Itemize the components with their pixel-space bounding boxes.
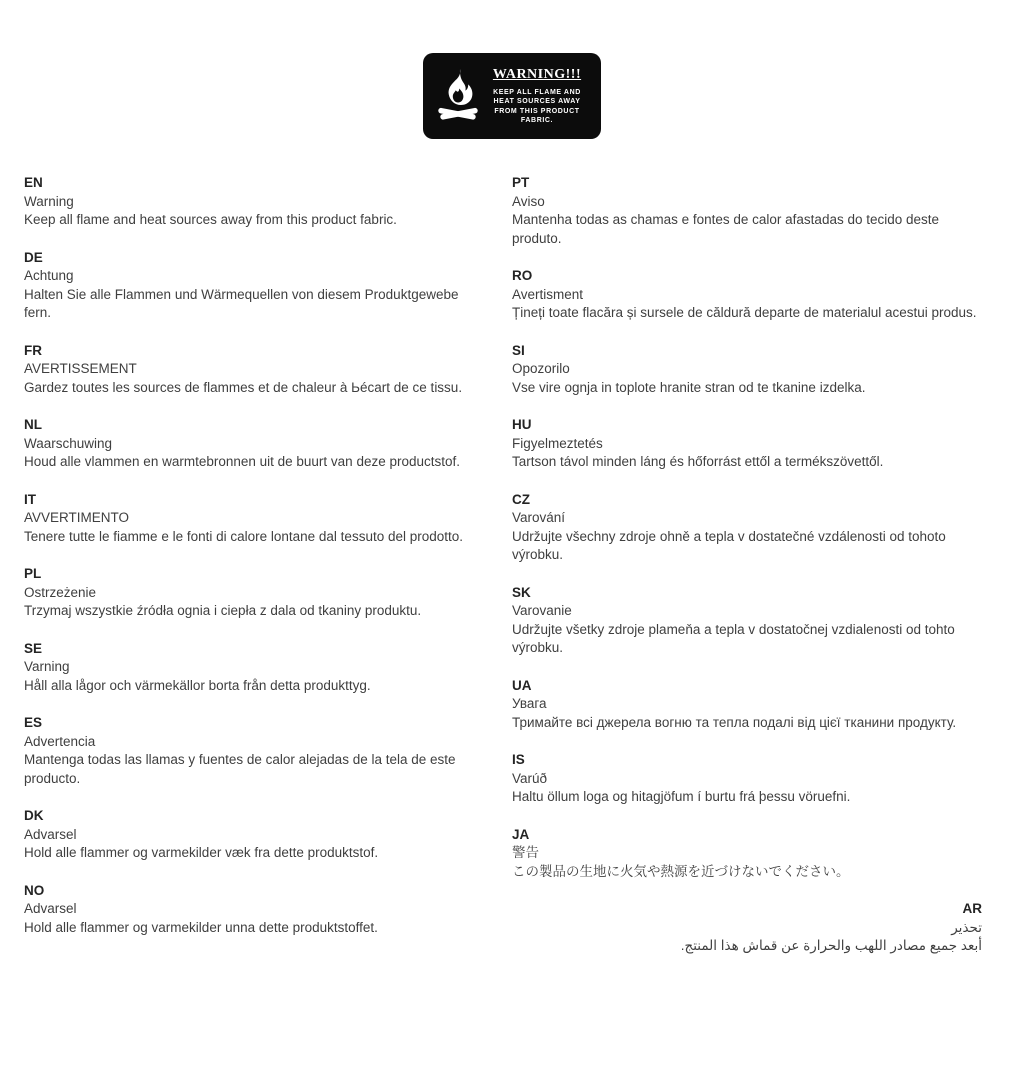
lang-title: Увага (512, 696, 547, 711)
lang-code: CZ (512, 491, 530, 507)
lang-code: SI (512, 342, 525, 358)
lang-title: Advarsel (24, 901, 77, 916)
lang-block-is (512, 751, 982, 807)
lang-title: Ostrzeżenie (24, 584, 97, 600)
lang-code: SE (24, 640, 43, 656)
lang-block-hu (512, 416, 982, 472)
lang-title: Varúð (512, 770, 548, 786)
campfire-icon (432, 68, 484, 124)
lang-title: Aviso (512, 193, 545, 209)
lang-body: Trzymaj wszystkie źródła ognia i ciepła z dala od tkaniny produktu. (24, 603, 422, 618)
lang-title: 警告 (512, 845, 539, 860)
page (0, 54, 1024, 975)
lang-code: PL (24, 566, 42, 581)
lang-block-pt (512, 174, 982, 248)
lang-title: Varning (24, 659, 70, 674)
lang-body: Udržujte všechny zdroje ohně a tepla v dostatečné vzdálenosti od tohoto výrobku. (512, 528, 946, 562)
lang-code: JA (512, 826, 530, 842)
lang-code: AR (962, 901, 982, 916)
lang-body: Mantenga todas las llamas y fuentes de calor alejadas de la tela de este producto. (24, 752, 456, 786)
lang-title: تحذير (951, 919, 982, 935)
lang-title: Advarsel (24, 826, 77, 842)
lang-code: DE (24, 249, 43, 265)
lang-body: Tartson távol minden láng és hőforrást ettől a termékszövettől. (512, 454, 884, 469)
lang-body: Halten Sie alle Flammen und Wärmequellen von diesem Produktgewebe fern. (24, 286, 459, 320)
lang-body: Hold alle flammer og varmekilder unna dette produktstoffet. (24, 919, 378, 935)
lang-code: IS (512, 752, 525, 767)
lang-body: Udržujte všetky zdroje plameňa a tepla v dostatočnej vzdialenosti od tohto výrobku. (512, 621, 955, 655)
lang-title: Achtung (24, 268, 74, 283)
lang-body: Hold alle flammer og varmekilder væk fra dette produktstof. (24, 845, 379, 860)
lang-block-sk (512, 584, 982, 658)
lang-code: PT (512, 175, 530, 190)
lang-body: Țineți toate flacăra și sursele de căldură departe de materialul acestui produs. (512, 305, 977, 320)
lang-block-si (512, 342, 982, 398)
lang-title: Warning (24, 193, 74, 209)
lang-block-ua (512, 677, 982, 733)
lang-title: Opozorilo (512, 361, 570, 376)
warning-badge-line: KEEP ALL FLAME AND (493, 88, 581, 96)
warning-badge-title: WARNING!!! (492, 66, 582, 82)
lang-block-ja (512, 826, 982, 882)
lang-code: SK (512, 584, 531, 600)
lang-body: Vse vire ognja in toplote hranite stran od te tkanine izdelka. (512, 379, 866, 395)
lang-code: UA (512, 677, 532, 693)
lang-code: IT (24, 491, 36, 507)
warning-badge-text (484, 67, 590, 126)
lang-body: Mantenha todas as chamas e fontes de calor afastadas do tecido deste produto. (512, 212, 940, 246)
lang-title: Waarschuwing (24, 435, 113, 451)
lang-body: Tenere tutte le fiamme e le fonti di calore lontane dal tessuto del prodotto. (24, 528, 464, 544)
warning-badge-line: FABRIC. (520, 117, 554, 124)
lang-body: أبعد جميع مصادر اللهب والحرارة عن قماش هذا المنتج. (680, 938, 982, 953)
lang-block-cz (512, 491, 982, 565)
lang-body: Gardez toutes les sources de flammes et de chaleur à Ьécart de ce tissu. (24, 379, 463, 395)
lang-block-ar (512, 900, 982, 956)
lang-title: AVVERTIMENTO (24, 510, 130, 525)
lang-block-nl (24, 416, 488, 472)
right-column (512, 174, 982, 975)
lang-title: Figyelmeztetés (512, 435, 603, 451)
lang-code: NL (24, 417, 42, 432)
lang-block-fr (24, 342, 488, 398)
lang-block-no (24, 882, 488, 938)
lang-body: Keep all flame and heat sources away from this product fabric. (24, 212, 397, 227)
lang-code: FR (24, 342, 42, 358)
lang-code: HU (512, 417, 532, 432)
lang-body: この製品の生地に火気や熱源を近づけないでください。 (512, 863, 850, 879)
lang-body: Håll alla lågor och värmekällor borta från detta produkttyg. (24, 677, 371, 693)
lang-code: ES (24, 715, 43, 730)
lang-block-en (24, 174, 488, 230)
lang-title: Avertisment (512, 286, 584, 302)
language-columns (0, 174, 1024, 975)
lang-title: AVERTISSEMENT (24, 361, 137, 376)
lang-block-es (24, 714, 488, 788)
lang-title: Varovanie (512, 603, 572, 618)
lang-body: Haltu öllum loga og hitagjöfum í burtu frá þessu vöruefni. (512, 789, 851, 804)
lang-title: Varování (512, 510, 566, 525)
warning-badge-line: FROM THIS PRODUCT (494, 107, 580, 115)
lang-body: Тримайте всі джерела вогню та тепла подалі від цієї тканини продукту. (512, 714, 957, 730)
lang-block-de (24, 249, 488, 323)
lang-block-pl (24, 565, 488, 621)
lang-title: Advertencia (24, 733, 96, 749)
lang-code: DK (24, 808, 44, 823)
lang-block-ro (512, 267, 982, 323)
lang-block-it (24, 491, 488, 547)
warning-badge (424, 54, 600, 138)
lang-block-se (24, 640, 488, 696)
lang-code: EN (24, 175, 43, 190)
lang-body: Houd alle vlammen en warmtebronnen uit de buurt van deze productstof. (24, 454, 461, 469)
warning-badge-line: HEAT SOURCES AWAY (493, 98, 581, 105)
lang-block-dk (24, 807, 488, 863)
lang-code: RO (512, 268, 533, 283)
lang-code: NO (24, 882, 45, 898)
left-column (24, 174, 488, 975)
